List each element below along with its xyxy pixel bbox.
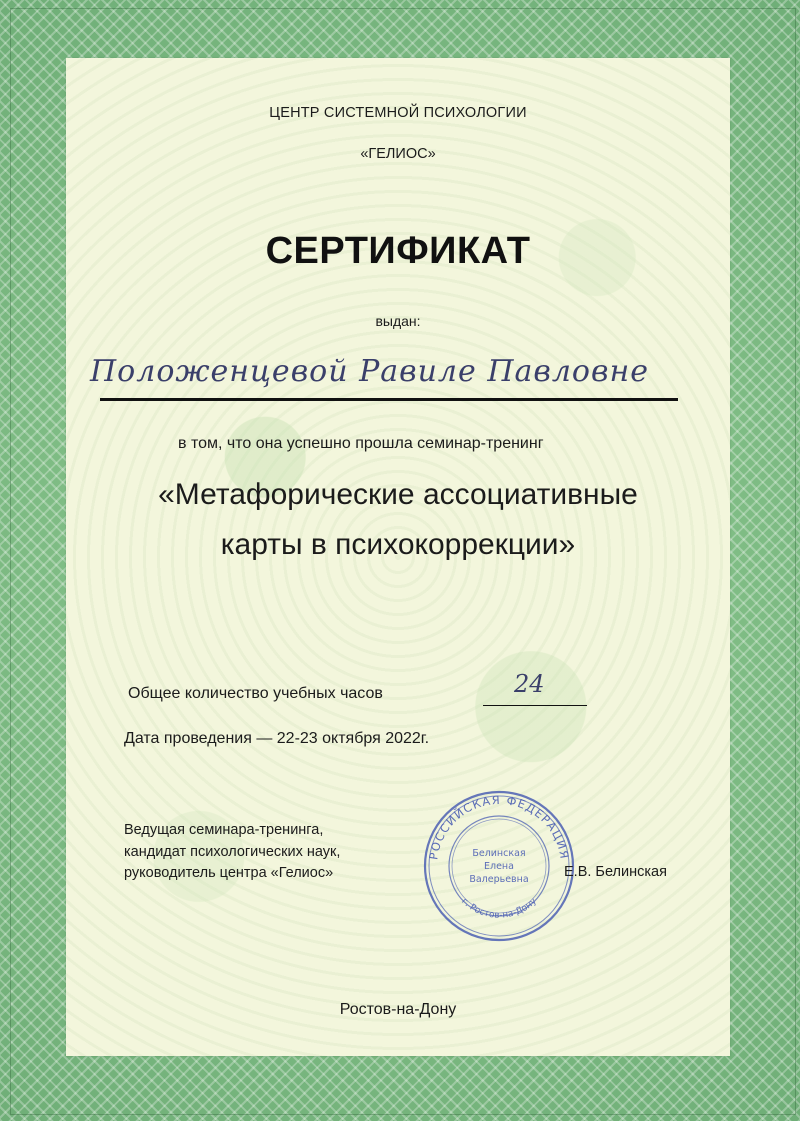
signer-name: Е.В. Белинская (564, 864, 667, 880)
hours-value-handwritten: 24 (514, 670, 545, 698)
leader-line3: руководитель центра «Гелиос» (124, 865, 334, 881)
organization-line2: «ГЕЛИОС» (360, 146, 436, 162)
stamp-center-line2: Елена (484, 861, 514, 872)
certificate-sheet (66, 58, 730, 1056)
leader-line1: Ведущая семинара-тренинга, (124, 822, 324, 838)
hours-label: Общее количество учебных часов (128, 685, 383, 702)
certificate-title: СЕРТИФИКАТ (265, 230, 531, 272)
leader-line2: кандидат психологических наук, (124, 844, 341, 860)
official-seal-stamp (421, 788, 577, 944)
statement-text: в том, что она успешно прошла семинар-тренинг (178, 435, 544, 452)
stamp-bottom-text: г. Ростов-на-Дону (459, 896, 539, 921)
hours-underline (483, 705, 587, 706)
course-title-line1: «Метафорические ассоциативные (158, 478, 638, 511)
organization-line1: ЦЕНТР СИСТЕМНОЙ ПСИХОЛОГИИ (269, 105, 527, 121)
city-name: Ростов-на-Дону (339, 1001, 457, 1018)
date-line: Дата проведения — 22-23 октября 2022г. (124, 730, 430, 747)
issued-label: выдан: (375, 313, 421, 329)
svg-text:г. Ростов-на-Дону (459, 896, 539, 921)
course-title-line2: карты в психокоррекции» (220, 528, 576, 561)
stamp-outer-text: РОССИЙСКАЯ ФЕДЕРАЦИЯ (426, 792, 572, 861)
stamp-center-line1: Белинская (472, 848, 526, 859)
recipient-name-handwritten: Положенцевой Равиле Павловне (90, 354, 649, 389)
stamp-center-line3: Валерьевна (469, 874, 529, 885)
recipient-name-line (100, 398, 678, 401)
